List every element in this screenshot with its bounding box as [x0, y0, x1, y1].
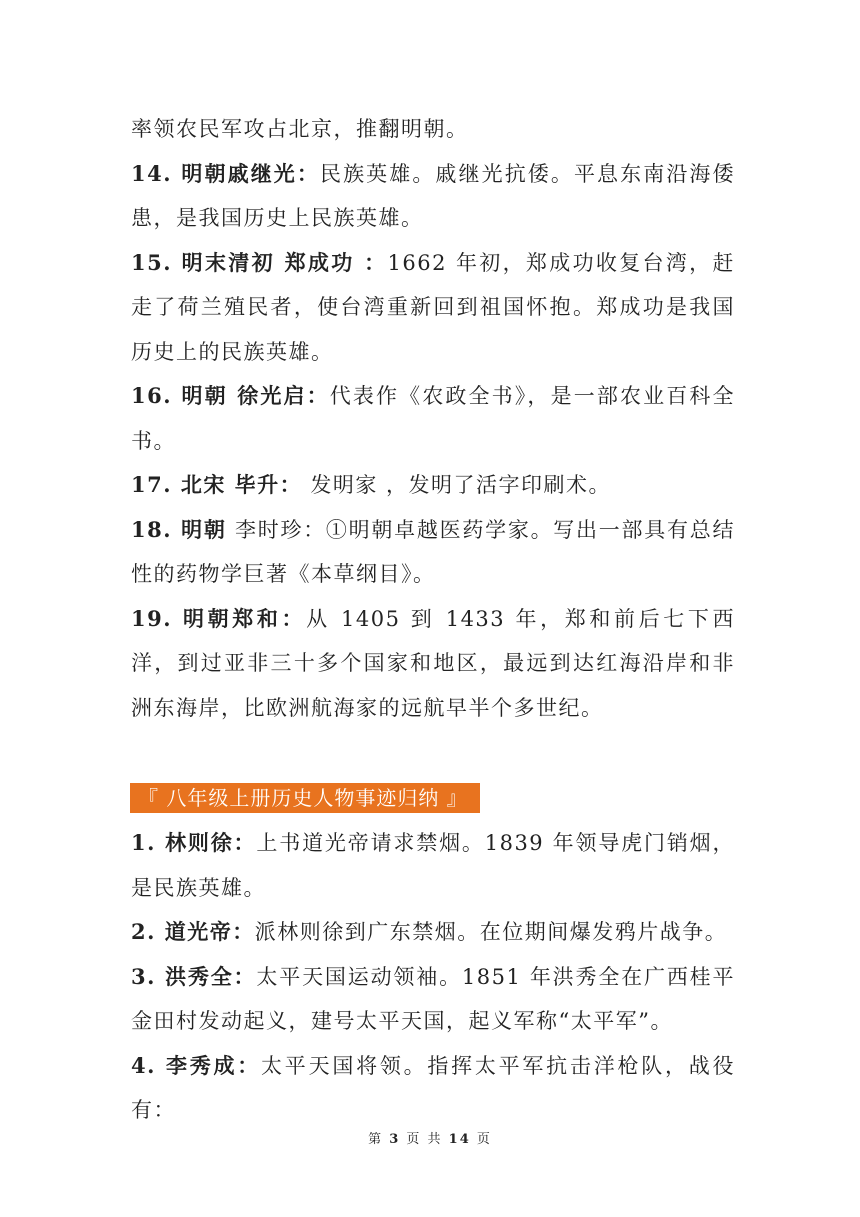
- entry-text: 太平天国运动领袖。1851 年洪秀全在广西桂平金田村发动起义，建号太平天国，起义军称“太平军”。: [131, 964, 736, 1033]
- entry-text: 上书道光帝请求禁烟。1839 年领导虎门销烟，是民族英雄。: [131, 831, 736, 900]
- paragraph-li-shizhen: [131, 508, 735, 597]
- entry-title: 14. 明朝戚继光：: [131, 160, 320, 186]
- paragraph-li-xiucheng: [131, 1044, 735, 1133]
- paragraph-daoguang: [131, 910, 735, 955]
- paragraph-hong-xiuquan: [131, 955, 735, 1044]
- paragraph-continuation: [131, 107, 735, 152]
- entry-text: 1662 年初，郑成功收复台湾，赶走了荷兰殖民者，使台湾重新回到祖国怀抱。郑成功是我国历史上的民族英雄。: [131, 250, 735, 364]
- paragraph-lin-zexu: [131, 821, 735, 910]
- footer-suffix: 页: [470, 1132, 492, 1147]
- paragraph-bi-sheng: [131, 463, 735, 508]
- entry-text: 发明家 ，发明了活字印刷术。: [302, 473, 612, 497]
- entry-title: 15. 明末清初 郑成功 ：: [131, 249, 388, 275]
- entry-title: 3. 洪秀全：: [131, 963, 257, 989]
- entry-title: 18. 明朝: [131, 516, 227, 542]
- entry-title: 19. 明朝郑和：: [131, 605, 307, 631]
- entry-text: 李时珍：①明朝卓越医药学家。写出一部具有总结性的药物学巨著《本草纲目》。: [131, 517, 735, 586]
- paragraph-xu-guangqi: [131, 374, 735, 463]
- paragraph-zheng-he: [131, 597, 735, 731]
- section-heading: 『 八年级上册历史人物事迹归纳 』: [130, 783, 480, 813]
- entry-text: 派林则徐到广东禁烟。在位期间爆发鸦片战争。: [254, 920, 728, 944]
- entry-text: 率领农民军攻占北京，推翻明朝。: [131, 117, 469, 141]
- paragraph-zheng-chenggong: [131, 241, 735, 375]
- entry-title: 1. 林则徐：: [131, 830, 257, 855]
- entry-title: 16. 明朝 徐光启：: [131, 383, 330, 408]
- entry-text: 太平天国将领。指挥太平军抗击洋枪队，战役有：: [131, 1053, 736, 1122]
- page-number: 3: [389, 1132, 401, 1147]
- entry-text: 代表作《农政全书》，是一部农业百科全书。: [131, 384, 736, 453]
- section-spacer: [131, 730, 735, 776]
- footer-middle: 页 共: [400, 1132, 449, 1147]
- footer-prefix: 第: [368, 1132, 390, 1147]
- document-body: [131, 107, 735, 1133]
- page-total: 14: [448, 1132, 471, 1147]
- entry-text: 民族英雄。戚继光抗倭。平息东南沿海倭患，是我国历史上民族英雄。: [131, 161, 735, 230]
- entry-title: 2. 道光帝：: [131, 919, 255, 944]
- entry-title: 4. 李秀成：: [131, 1052, 262, 1078]
- entry-title: 17. 北宋 毕升：: [131, 472, 303, 497]
- paragraph-qi-jiguang: [131, 152, 735, 241]
- page-footer: [0, 1128, 860, 1147]
- entry-text: 从 1405 到 1433 年，郑和前后七下西洋，到过亚非三十多个国家和地区，最远到达红海沿岸和非洲东海岸，比欧洲航海家的远航早半个多世纪。: [131, 606, 735, 720]
